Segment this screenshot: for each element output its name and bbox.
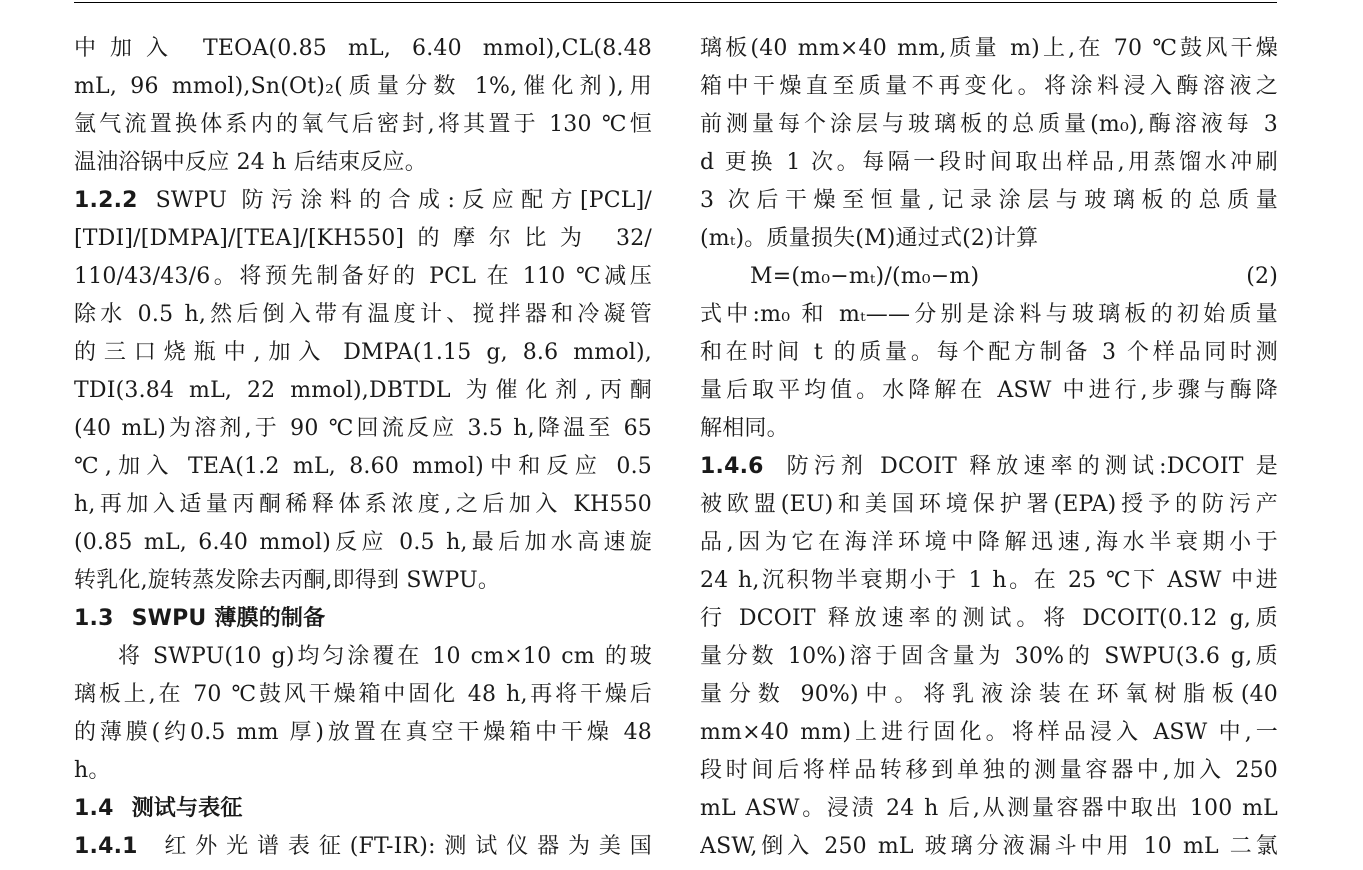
text-line: (40 mL)为溶剂,于 90 ℃回流反应 3.5 h,降温至 65 (74, 416, 652, 441)
section-title: 测试与表征 (131, 796, 243, 821)
text-line: mm×40 mm)上进行固化。将样品浸入 ASW 中,一 (700, 720, 1278, 745)
section-1-4-6-first-line (700, 448, 1278, 486)
text-line: 前测量每个涂层与玻璃板的总质量(m₀),酶溶液每 3 (700, 112, 1278, 137)
text-line: 转乳化,旋转蒸发除去丙酮,即得到 SWPU。 (74, 568, 501, 593)
text-line: h,再加入适量丙酮稀释体系浓度,之后加入 KH550 (74, 492, 652, 517)
text-line: 将 SWPU(10 g)均匀涂覆在 10 cm×10 cm 的玻 (118, 644, 652, 669)
left-column (74, 30, 652, 866)
text-line: 氩气流置换体系内的氧气后密封,将其置于 130 ℃恒 (74, 112, 652, 137)
section-number: 1.4.1 (74, 834, 138, 859)
right-column (700, 30, 1278, 866)
top-rule (74, 2, 1277, 3)
text-line: 箱中干燥直至质量不再变化。将涂料浸入酶溶液之 (700, 74, 1278, 99)
text-line: [TDI]/[DMPA]/[TEA]/[KH550]的摩尔比为 32/ (74, 226, 652, 251)
section-1-3-heading (74, 600, 652, 638)
text-line: 量分数 10%)溶于固含量为 30%的 SWPU(3.6 g,质 (700, 644, 1278, 669)
text-line: 被欧盟(EU)和美国环境保护署(EPA)授予的防污产 (700, 492, 1278, 517)
section-lead-text: SWPU 防污涂料的合成:反应配方[PCL]/ (155, 188, 652, 213)
text-line: 和在时间 t 的质量。每个配方制备 3 个样品同时测 (700, 340, 1278, 365)
text-line: 3 次后干燥至恒量,记录涂层与玻璃板的总质量 (700, 188, 1278, 213)
section-number: 1.3 (74, 606, 114, 631)
text-line: mL, 96 mmol),Sn(Ot)₂(质量分数 1%,催化剂),用 (74, 74, 652, 99)
equation-2 (700, 258, 1278, 296)
text-line: 的薄膜(约0.5 mm 厚)放置在真空干燥箱中干燥 48 (74, 720, 652, 745)
section-title: SWPU 薄膜的制备 (131, 606, 326, 631)
text-line: 的三口烧瓶中,加入 DMPA(1.15 g, 8.6 mmol), (74, 340, 652, 365)
text-line: 璃板(40 mm×40 mm,质量 m)上,在 70 ℃鼓风干燥 (700, 36, 1278, 61)
text-line: TDI(3.84 mL, 22 mmol),DBTDL 为催化剂,丙酮 (74, 378, 652, 403)
text-line: 中加入 TEOA(0.85 mL, 6.40 mmol),CL(8.48 (74, 36, 652, 61)
text-line: 行 DCOIT 释放速率的测试。将 DCOIT(0.12 g,质 (700, 606, 1278, 631)
text-line: 式中:m₀ 和 mₜ——分别是涂料与玻璃板的初始质量 (700, 302, 1278, 327)
section-1-4-heading (74, 790, 652, 828)
text-line: (mₜ)。质量损失(M)通过式(2)计算 (700, 226, 1039, 251)
section-1-2-2-first-line (74, 182, 652, 220)
equation-formula: M=(m₀−mₜ)/(m₀−m) (750, 264, 980, 289)
text-line: (0.85 mL, 6.40 mmol)反应 0.5 h,最后加水高速旋 (74, 530, 652, 555)
section-number: 1.4.6 (700, 454, 764, 479)
text-line: 24 h,沉积物半衰期小于 1 h。在 25 ℃下 ASW 中进 (700, 568, 1278, 593)
section-lead-text: 红外光谱表征(FT-IR):测试仪器为美国 (155, 834, 652, 859)
text-line: 量后取平均值。水降解在 ASW 中进行,步骤与酶降 (700, 378, 1278, 403)
section-number: 1.2.2 (74, 188, 138, 213)
equation-number: (2) (1246, 264, 1278, 289)
text-line: ℃,加入 TEA(1.2 mL, 8.60 mmol)中和反应 0.5 (74, 454, 652, 479)
section-lead-text: 防污剂 DCOIT 释放速率的测试:DCOIT 是 (781, 454, 1278, 479)
text-line: 温油浴锅中反应 24 h 后结束反应。 (74, 150, 427, 175)
text-line: h。 (74, 758, 111, 783)
section-1-4-1-first-line (74, 828, 652, 866)
text-line: d 更换 1 次。每隔一段时间取出样品,用蒸馏水冲刷 (700, 150, 1278, 175)
text-line: 量分数 90%)中。将乳液涂装在环氧树脂板(40 (700, 682, 1278, 707)
text-line: 110/43/43/6。将预先制备好的 PCL 在 110 ℃减压 (74, 264, 652, 289)
text-line: 段时间后将样品转移到单独的测量容器中,加入 250 (700, 758, 1278, 783)
text-line: 璃板上,在 70 ℃鼓风干燥箱中固化 48 h,再将干燥后 (74, 682, 652, 707)
text-line: 解相同。 (700, 416, 789, 441)
text-line: 除水 0.5 h,然后倒入带有温度计、搅拌器和冷凝管 (74, 302, 652, 327)
text-line: ASW,倒入 250 mL 玻璃分液漏斗中用 10 mL 二氯 (700, 834, 1278, 859)
section-number: 1.4 (74, 796, 114, 821)
text-line: 品,因为它在海洋环境中降解迅速,海水半衰期小于 (700, 530, 1278, 555)
text-line: mL ASW。浸渍 24 h 后,从测量容器中取出 100 mL (700, 796, 1278, 821)
